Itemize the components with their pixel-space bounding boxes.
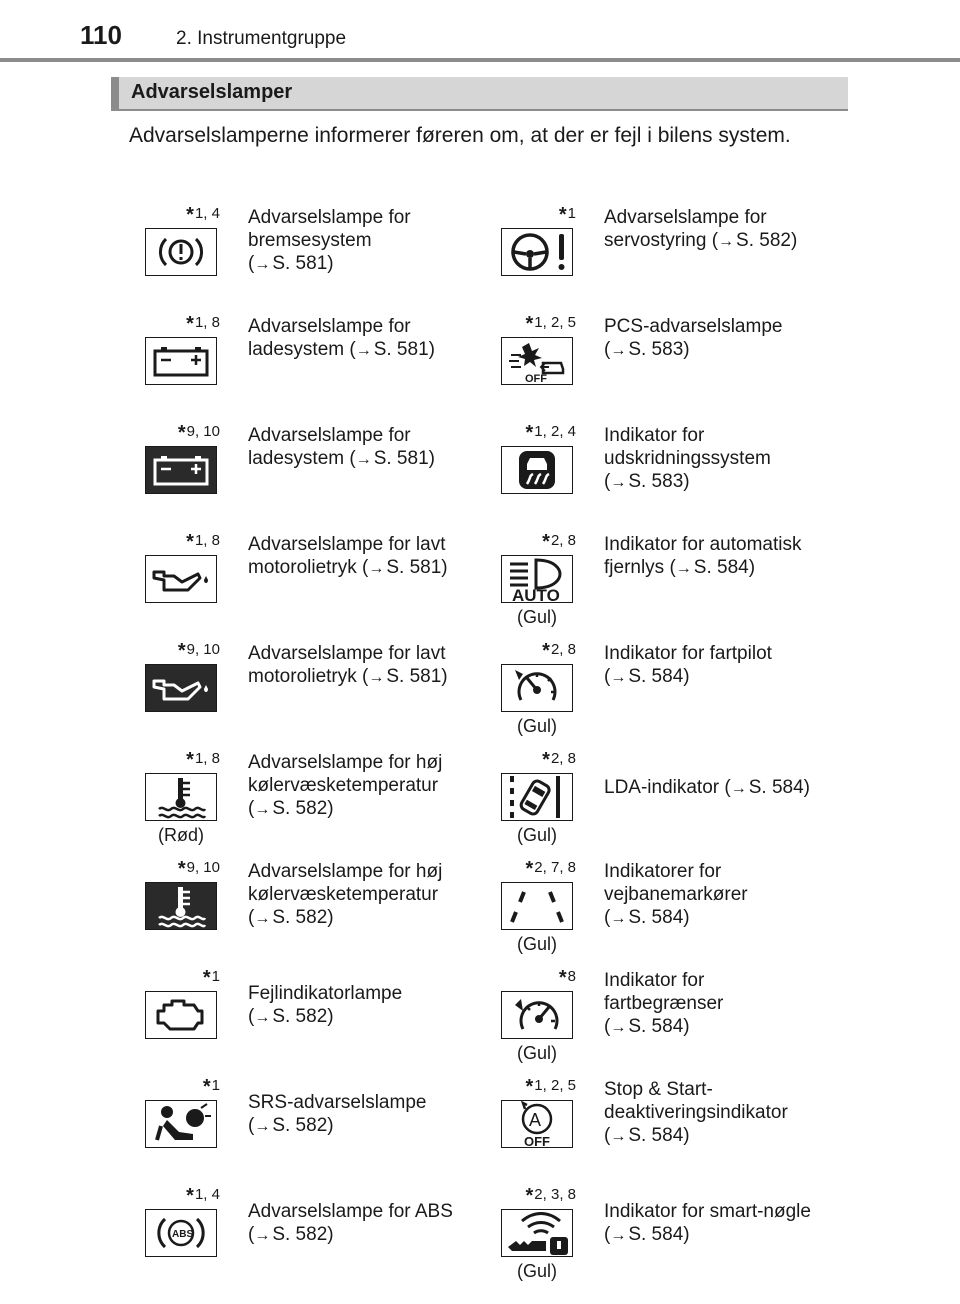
arrow-symbol: → — [254, 1227, 271, 1244]
lamp-description: Indikator for smart-nøgle (→ S. 584) — [604, 1201, 811, 1245]
asterisk: * — [525, 1185, 534, 1207]
asterisk: * — [177, 858, 186, 880]
asterisk: * — [186, 749, 194, 771]
header-rule — [0, 58, 960, 62]
page-reference: S. 583) — [628, 339, 690, 360]
arrow-symbol: → — [610, 1019, 627, 1036]
asterisk: * — [542, 749, 550, 771]
asterisk: * — [186, 1185, 194, 1207]
lamp-description — [248, 533, 480, 580]
lamp-entry — [486, 636, 836, 745]
arrow-symbol: → — [368, 669, 385, 686]
lamp-entry — [130, 527, 480, 636]
lamp-description: Indikator for fartpilot (→ S. 584) — [604, 643, 772, 687]
lamp-description: Advarselslampe for høj kølervæsketemperatur (→ S. 582) — [248, 861, 443, 928]
description-line: PCS-advarselslampe — [604, 316, 783, 337]
description-line: Advarselslampe for høj — [248, 861, 443, 882]
color-label: (Rød) — [158, 825, 204, 845]
page-reference: S. 584) — [628, 907, 690, 928]
battery-icon — [149, 343, 213, 379]
footnote-marker — [500, 422, 576, 445]
lamp-icon-frame — [501, 446, 573, 494]
lamp-row — [130, 200, 850, 309]
footnote-numbers: 1, 8 — [194, 532, 220, 549]
arrow-symbol: → — [610, 342, 627, 359]
page-reference: S. 582) — [272, 907, 334, 928]
footnote-numbers: 9, 10 — [186, 641, 220, 658]
color-label: (Gul) — [517, 1261, 557, 1281]
svg-text:A: A — [529, 1110, 542, 1130]
lamp-entry — [130, 1181, 480, 1290]
footnote-numbers: 2, 3, 8 — [534, 1186, 576, 1203]
lamp-entry — [130, 636, 480, 745]
lamp-icon-frame — [145, 882, 217, 930]
footnote-numbers: 2, 8 — [550, 641, 576, 658]
lamp-description: Indikator for udskridningssystem (→ S. 583) — [604, 425, 771, 492]
footnote-numbers: 8 — [567, 968, 576, 985]
lamp-entry — [486, 309, 836, 418]
abs-icon — [151, 1213, 211, 1253]
lane-departure-icon — [504, 774, 570, 820]
lamp-description: Indikatorer for vejbanemarkører (→ S. 584) — [604, 861, 748, 928]
lamp-icon-frame — [501, 664, 573, 712]
svg-text:OFF: OFF — [525, 373, 547, 383]
lamp-description: PCS-advarselslampe (→ S. 583) — [604, 316, 783, 360]
page-reference: S. 584) — [628, 1125, 690, 1146]
description-line: motorolietryk ( — [248, 666, 369, 687]
brake-warning-icon — [151, 232, 211, 272]
arrow-symbol: → — [254, 910, 271, 927]
description-line: Advarselslampe for — [248, 316, 411, 337]
page-reference: S. 584) — [748, 776, 810, 798]
lamp-icon-frame — [145, 991, 217, 1039]
lamp-description — [604, 776, 836, 800]
footnote-numbers: 2, 7, 8 — [534, 859, 576, 876]
footnote-numbers: 9, 10 — [186, 423, 220, 440]
lamp-entry — [486, 963, 836, 1072]
lamp-entry — [130, 200, 480, 309]
lamp-icon-frame — [501, 555, 573, 603]
page-reference: S. 584) — [628, 666, 690, 687]
lamp-icon-frame — [501, 1100, 573, 1148]
asterisk: * — [177, 422, 186, 444]
footnote-marker — [500, 204, 576, 227]
page-reference: S. 582) — [736, 230, 798, 251]
description-line: vejbanemarkører — [604, 884, 748, 905]
lamp-entry — [130, 854, 480, 963]
pcs-off-icon — [505, 339, 569, 383]
description-line: Indikator for — [604, 970, 705, 991]
page-number: 110 — [80, 20, 122, 50]
lamp-icon-frame — [145, 228, 217, 276]
footnote-marker — [500, 1185, 576, 1208]
lamp-icon-frame — [501, 337, 573, 385]
description-line: Stop & Start- — [604, 1079, 713, 1100]
arrow-symbol: → — [610, 474, 627, 491]
asterisk: * — [542, 640, 550, 662]
description-line: SRS-advarselslampe — [248, 1092, 427, 1113]
footnote-numbers: 1 — [211, 968, 220, 985]
intro-paragraph: Advarselslamperne informerer føreren om, at der er fejl i bilens system. — [129, 124, 791, 147]
section-accent — [111, 77, 119, 109]
page-reference: S. 582) — [272, 798, 334, 819]
check-engine-icon — [150, 995, 212, 1035]
footnote-numbers: 2, 8 — [550, 532, 576, 549]
asterisk: * — [525, 313, 534, 335]
warning-lamp-grid — [130, 200, 850, 1290]
lamp-icon-frame — [145, 1100, 217, 1148]
lamp-icon-frame — [145, 664, 217, 712]
smart-key-icon — [502, 1211, 572, 1255]
description-line: Advarselslampe for — [248, 425, 411, 446]
asterisk: * — [542, 531, 550, 553]
arrow-symbol: → — [610, 669, 627, 686]
arrow-symbol: → — [355, 451, 372, 468]
description-line: Indikatorer for — [604, 861, 722, 882]
footnote-marker — [144, 422, 220, 445]
page-reference: S. 584) — [628, 1224, 690, 1245]
asterisk: * — [558, 204, 567, 226]
lamp-description: Advarselslampe for ABS (→ S. 582) — [248, 1201, 453, 1245]
arrow-symbol: → — [254, 256, 271, 273]
arrow-symbol: → — [730, 779, 747, 797]
footnote-numbers: 1 — [211, 1077, 220, 1094]
description-line: motorolietryk ( — [248, 557, 369, 578]
color-label: (Gul) — [517, 825, 557, 845]
color-label: (Gul) — [517, 607, 557, 627]
page-reference: S. 584) — [693, 557, 756, 578]
arrow-symbol: → — [610, 910, 627, 927]
lamp-icon-frame — [145, 773, 217, 821]
description-line: Indikator for — [604, 425, 705, 446]
description-line: kølervæsketemperatur — [248, 884, 439, 905]
lamp-entry — [486, 1072, 836, 1181]
lamp-entry — [486, 854, 836, 963]
lamp-icon-frame — [501, 773, 573, 821]
skid-control-icon — [515, 448, 559, 492]
description-line: ladesystem ( — [248, 448, 356, 469]
description-line: udskridningssystem — [604, 448, 771, 469]
lamp-description — [248, 424, 480, 471]
stop-start-off-icon — [507, 1101, 567, 1147]
section-heading-bar — [111, 77, 848, 111]
svg-text:ABS: ABS — [172, 1229, 194, 1240]
description-line: fjernlys ( — [604, 557, 676, 578]
footnote-numbers: 1, 2, 4 — [534, 423, 576, 440]
battery-icon — [149, 452, 213, 488]
color-label: (Gul) — [517, 716, 557, 736]
oil-pressure-icon — [148, 671, 214, 705]
footnote-marker — [144, 967, 220, 990]
footnote-marker — [144, 1185, 220, 1208]
description-line: Advarselslampe for — [248, 207, 411, 228]
lamp-entry — [486, 1181, 836, 1290]
footnote-marker — [144, 1076, 220, 1099]
description-line: ladesystem ( — [248, 339, 356, 360]
lamp-icon-frame — [145, 1209, 217, 1257]
lamp-description: Fejlindikatorlampe (→ S. 582) — [248, 983, 403, 1027]
footnote-numbers: 1, 8 — [194, 750, 220, 767]
arrow-symbol: → — [254, 1118, 271, 1135]
footnote-marker — [144, 531, 220, 554]
section-title: Advarselslamper — [131, 81, 293, 103]
asterisk: * — [186, 313, 194, 335]
lamp-description: SRS-advarselslampe (→ S. 582) — [248, 1092, 427, 1136]
page-reference: S. 581) — [386, 557, 448, 578]
lamp-description — [604, 533, 836, 580]
srs-airbag-icon — [149, 1102, 213, 1146]
description-line: servostyring ( — [604, 230, 719, 251]
lamp-description — [248, 642, 480, 689]
footnote-numbers: 2, 8 — [550, 750, 576, 767]
footnote-numbers: 1, 2, 5 — [534, 1077, 576, 1094]
description-line: fartbegrænser — [604, 993, 724, 1014]
lamp-description: Advarselslampe for høj kølervæsketemperatur (→ S. 582) — [248, 752, 443, 819]
lamp-row — [130, 418, 850, 527]
color-label: (Gul) — [517, 1043, 557, 1063]
arrow-symbol: → — [254, 801, 271, 818]
lamp-icon-frame — [145, 337, 217, 385]
svg-text:AUTO: AUTO — [512, 586, 560, 602]
lamp-icon-frame — [145, 446, 217, 494]
lamp-icon-frame — [501, 1209, 573, 1257]
footnote-numbers: 1, 8 — [194, 314, 220, 331]
description-line: Indikator for fartpilot — [604, 643, 772, 664]
footnote-marker — [144, 640, 220, 663]
footnote-numbers: 1, 2, 5 — [534, 314, 576, 331]
lamp-icon-frame — [145, 555, 217, 603]
coolant-temp-icon — [153, 884, 209, 928]
asterisk: * — [525, 1076, 534, 1098]
page-reference: S. 582) — [272, 1006, 334, 1027]
asterisk: * — [186, 531, 194, 553]
arrow-symbol: → — [254, 1009, 271, 1026]
arrow-symbol: → — [610, 1128, 627, 1145]
page-reference: S. 582) — [272, 1115, 334, 1136]
lamp-row — [130, 745, 850, 854]
page-reference: S. 581) — [272, 253, 334, 274]
lamp-description: Advarselslampe for bremsesystem (→ S. 581) — [248, 207, 411, 274]
oil-pressure-icon — [148, 562, 214, 596]
arrow-symbol: → — [718, 233, 735, 250]
chapter-title: 2. Instrumentgruppe — [176, 28, 347, 49]
asterisk: * — [186, 204, 194, 226]
lamp-description — [604, 206, 836, 253]
footnote-marker — [144, 858, 220, 881]
asterisk: * — [177, 640, 186, 662]
lamp-entry — [486, 200, 836, 309]
cruise-control-icon — [507, 666, 567, 710]
footnote-marker — [500, 313, 576, 336]
description-line: Advarselslampe for — [604, 207, 767, 228]
color-label: (Gul) — [517, 934, 557, 954]
footnote-marker — [500, 749, 576, 772]
page-reference: S. 583) — [628, 471, 690, 492]
asterisk: * — [202, 967, 211, 989]
lamp-entry — [130, 745, 480, 854]
description-line: LDA-indikator ( — [604, 776, 731, 798]
svg-text:OFF: OFF — [524, 1134, 550, 1147]
lamp-icon-frame — [501, 228, 573, 276]
coolant-temp-icon — [153, 775, 209, 819]
description-line: Advarselslampe for høj — [248, 752, 443, 773]
speed-limiter-icon — [507, 993, 567, 1037]
page-reference: S. 581) — [386, 666, 448, 687]
lamp-entry — [486, 745, 836, 854]
footnote-marker — [500, 967, 576, 990]
footnote-marker — [500, 640, 576, 663]
footnote-numbers: 1, 4 — [194, 1186, 220, 1203]
footnote-marker — [144, 204, 220, 227]
description-line: bremsesystem — [248, 230, 372, 251]
lamp-row — [130, 1072, 850, 1181]
lamp-entry — [486, 527, 836, 636]
lamp-row — [130, 1181, 850, 1290]
description-line: Advarselslampe for lavt — [248, 534, 446, 555]
footnote-numbers: 1 — [567, 205, 576, 222]
page-reference: S. 581) — [373, 448, 435, 469]
asterisk: * — [525, 422, 534, 444]
lamp-row — [130, 963, 850, 1072]
description-line: kølervæsketemperatur — [248, 775, 439, 796]
lamp-row — [130, 527, 850, 636]
lamp-entry — [130, 1072, 480, 1181]
arrow-symbol: → — [610, 1227, 627, 1244]
description-line: Indikator for automatisk — [604, 534, 802, 555]
lamp-row — [130, 636, 850, 745]
page-reference: S. 582) — [272, 1224, 334, 1245]
lamp-row — [130, 309, 850, 418]
page-reference: S. 581) — [373, 339, 435, 360]
lamp-icon-frame — [501, 991, 573, 1039]
description-line: Fejlindikatorlampe — [248, 983, 403, 1004]
lamp-description — [248, 315, 480, 362]
lamp-description: Stop & Start- deaktiveringsindikator (→ S. 584) — [604, 1079, 788, 1146]
footnote-marker — [500, 531, 576, 554]
footnote-marker — [144, 749, 220, 772]
asterisk: * — [558, 967, 567, 989]
description-line: Advarselslampe for lavt — [248, 643, 446, 664]
lamp-entry — [130, 963, 480, 1072]
lamp-entry — [130, 309, 480, 418]
arrow-symbol: → — [368, 560, 385, 577]
footnote-marker — [144, 313, 220, 336]
footnote-numbers: 1, 4 — [194, 205, 220, 222]
lamp-row — [130, 854, 850, 963]
lamp-entry — [486, 418, 836, 527]
lamp-description: Indikator for fartbegrænser (→ S. 584) — [604, 970, 724, 1037]
arrow-symbol: → — [675, 560, 692, 577]
description-line: Advarselslampe for ABS — [248, 1201, 453, 1222]
power-steering-icon — [504, 230, 570, 274]
description-line: deaktiveringsindikator — [604, 1102, 788, 1123]
asterisk: * — [525, 858, 534, 880]
asterisk: * — [202, 1076, 211, 1098]
lamp-entry — [130, 418, 480, 527]
page-reference: S. 584) — [628, 1016, 690, 1037]
footnote-marker — [500, 1076, 576, 1099]
description-line: Indikator for smart-nøgle — [604, 1201, 811, 1222]
lane-markers-icon — [504, 884, 570, 928]
lamp-icon-frame — [501, 882, 573, 930]
footnote-marker — [500, 858, 576, 881]
auto-high-beam-icon — [504, 556, 570, 602]
footnote-numbers: 9, 10 — [186, 859, 220, 876]
arrow-symbol: → — [355, 342, 372, 359]
